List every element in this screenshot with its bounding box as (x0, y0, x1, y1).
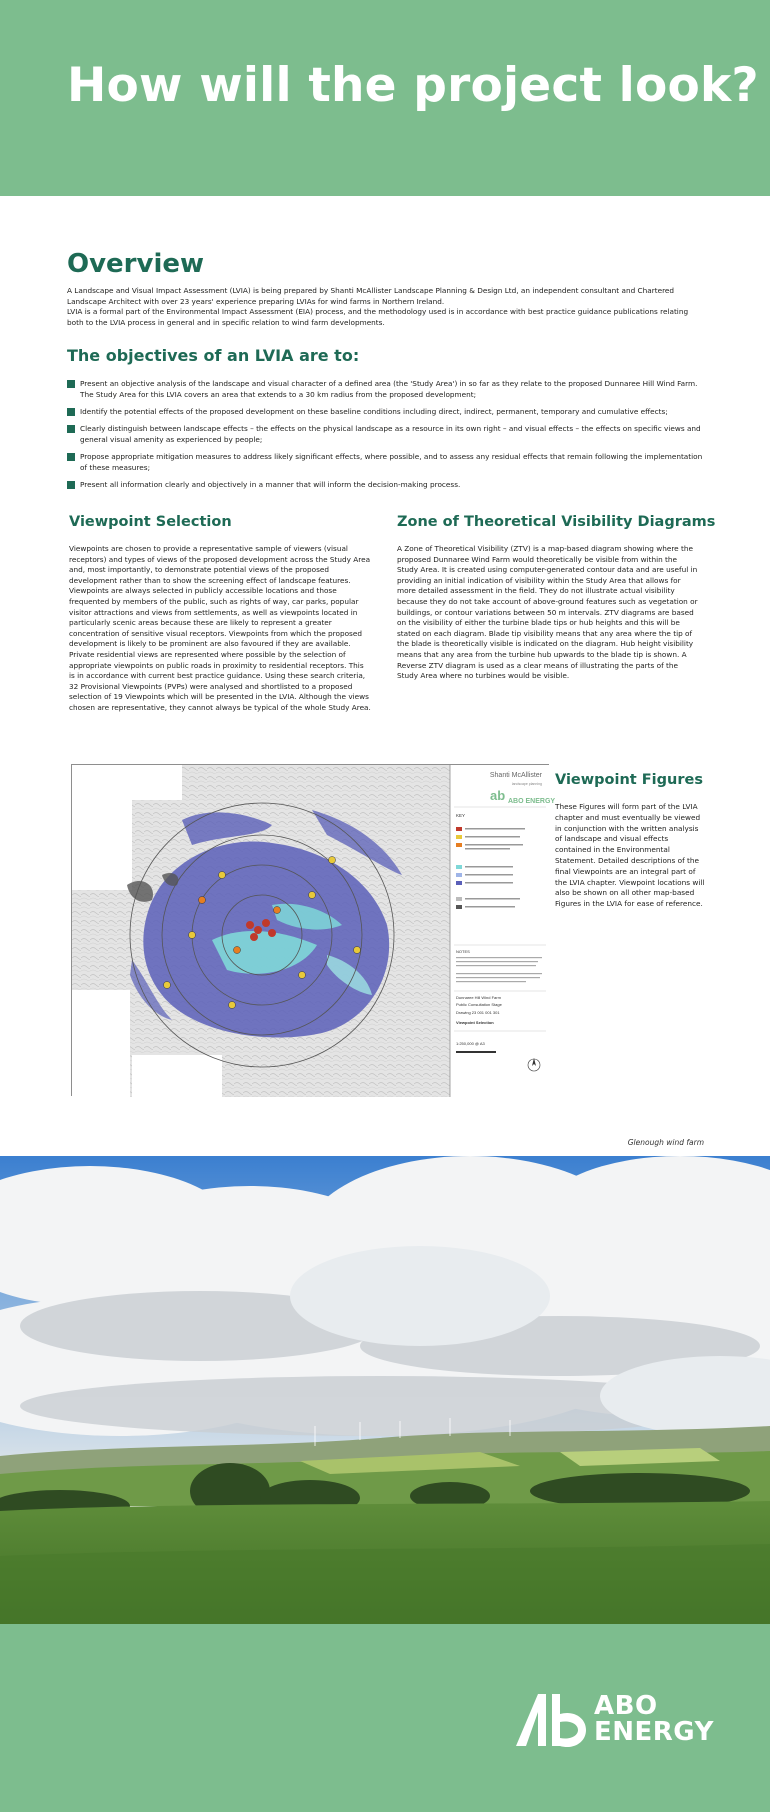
map-scale: 1:250,000 @ A3 (456, 1041, 485, 1046)
map-notes-label: NOTES (456, 949, 470, 954)
ztv-map-svg (72, 765, 556, 1097)
footer-band (0, 1624, 770, 1812)
square-bullet-icon (67, 380, 75, 388)
header-band (0, 0, 770, 196)
map-brand-text: ABO ENERGY (508, 798, 556, 805)
objectives-list (67, 379, 703, 497)
list-item: Propose appropriate mitigation measures to address likely significant effects, where possible, and to assess any residual effects that remain following the implementation of these measures; (67, 452, 703, 474)
ztv-heading: Zone of Theoretical Visibility Diagrams (397, 514, 716, 530)
map-key-label: KEY (456, 813, 466, 818)
list-item: Identify the potential effects of the proposed development on these baseline conditions including direct, indirect, permanent, temporary and cumulative effects; (67, 407, 703, 418)
square-bullet-icon (67, 425, 75, 433)
list-item: Present all information clearly and objectively in a manner that will inform the decision-making process. (67, 480, 703, 491)
ztv-section (397, 514, 716, 682)
page-title: How will the project look? (67, 58, 759, 113)
square-bullet-icon (67, 408, 75, 416)
svg-text:landscape planning: landscape planning (511, 782, 542, 786)
list-item: Present an objective analysis of the landscape and visual character of a defined area (the 'Study Area') in so far as they relate to the proposed Dunnaree Hill Wind Farm. The Study Area for this LVIA covers an area that extends to a 30 km radius from the proposed development; (67, 379, 703, 401)
objectives-heading: The objectives of an LVIA are to: (67, 346, 360, 365)
overview-paragraph-1: A Landscape and Visual Impact Assessment (LVIA) is being prepared by Shanti McAllister Landscape Planning & Design Ltd, an independent consultant and Chartered Landscape Architect with over 23 years' experience preparing LVIAs for wind farms in Northern Ireland. (67, 286, 675, 306)
map-project-name: Dunnaree Hill Wind Farm (456, 995, 501, 1000)
map-drawing-number: Drawing 23 001 001 301 (456, 1010, 500, 1015)
ztv-text: A Zone of Theoretical Visibility (ZTV) is a map-based diagram showing where the proposed Dunnaree Wind Farm would theoretically be visible from within the Study Area. It is created using computer-generated contour data and are useful in providing an initial indication of visibility within the Study Area that allows for more detailed assessment in the field. They do not illustrate actual visibility because they do not take account of above-ground features such as vegetation or buildings, or contour variations between 50 m intervals. ZTV diagrams are based on the visibility of either the turbine blade tips or hub heights and this will be stated on each diagram. Blade tip visibility means that any area where the tip of the blade is theoretically visible is indicated on the diagram. Hub height visibility means that any area from the turbine hub upwards to the blade tip is shown. A Reverse ZTV diagram is used as a clear means of illustrating the parts of the Study Area where no turbines would be visible. (397, 544, 698, 681)
ab-logo-mark-icon (512, 1690, 592, 1750)
square-bullet-icon (67, 453, 75, 461)
abo-energy-wordmark: ABO ENERGY (594, 1691, 714, 1747)
map-drawing-title: Viewpoint Selection (456, 1020, 494, 1025)
landscape-photo (0, 1156, 770, 1624)
viewpoint-selection-heading: Viewpoint Selection (69, 514, 232, 530)
content-area (0, 196, 770, 1156)
svg-text:ab: ab (490, 788, 506, 803)
overview-paragraph-2: LVIA is a formal part of the Environmental Impact Assessment (EIA) process, and the methodology used is in accordance with best practice guidance publications relating both to the LVIA process in general and in specific relation to wind farm developments. (67, 307, 689, 327)
ztv-map-figure (71, 764, 556, 1096)
abo-energy-logo (512, 1690, 722, 1750)
map-consultant-name: Shanti McAllister (489, 772, 542, 779)
overview-text (67, 286, 703, 328)
list-item: Clearly distinguish between landscape effects – the effects on the physical landscape as a resource in its own right – and visual effects – the effects on specific views and general visual amenity as experienced by people; (67, 424, 703, 446)
wind-farm-landscape-image (0, 1156, 770, 1624)
photo-caption: Glenough wind farm (627, 1138, 704, 1147)
overview-heading: Overview (67, 249, 205, 279)
viewpoint-selection-text: Viewpoints are chosen to provide a representative sample of viewers (visual receptors) and types of views of the proposed development across the Study Area and, most importantly, to demonstrate potential views of the proposed development rather than to show the screening effect of landscape features. Viewpoints are always selected in publicly accessible locations and those frequented by members of the public, such as rights of way, car parks, popular visitor attractions and views from settlements, as well as viewpoints located in particularly scenic areas because these are likely to represent a greater concentration of sensitive visual receptors. Viewpoints from which the proposed development is likely to be prominent are also favoured if they are available. Private residential views are represented where possible by the selection of appropriate viewpoints on public roads in proximity to residential receptors. This is in accordance with current best practice guidance. Using these search criteria, 32 Provisional Viewpoints (PVPs) were analysed and shortlisted to a proposed selection of 19 Viewpoints which will be presented in the LVIA. Although the views chosen are representative, they cannot always be typical of the whole Study Area. (69, 544, 371, 712)
square-bullet-icon (67, 481, 75, 489)
map-stage: Public Consultation Stage (456, 1002, 502, 1007)
viewpoint-figures-text: These Figures will form part of the LVIA chapter and must eventually be viewed in conjunction with the written analysis of landscape and visual effects contained in the Environmental Statement. Detailed descriptions of the final Viewpoints are an integral part of the LVIA chapter. Viewpoint locations will also be shown on all other map-based Figures in the LVIA for ease of reference. (555, 802, 705, 909)
viewpoint-selection-section (69, 514, 371, 714)
viewpoint-figures-heading: Viewpoint Figures (555, 772, 703, 788)
